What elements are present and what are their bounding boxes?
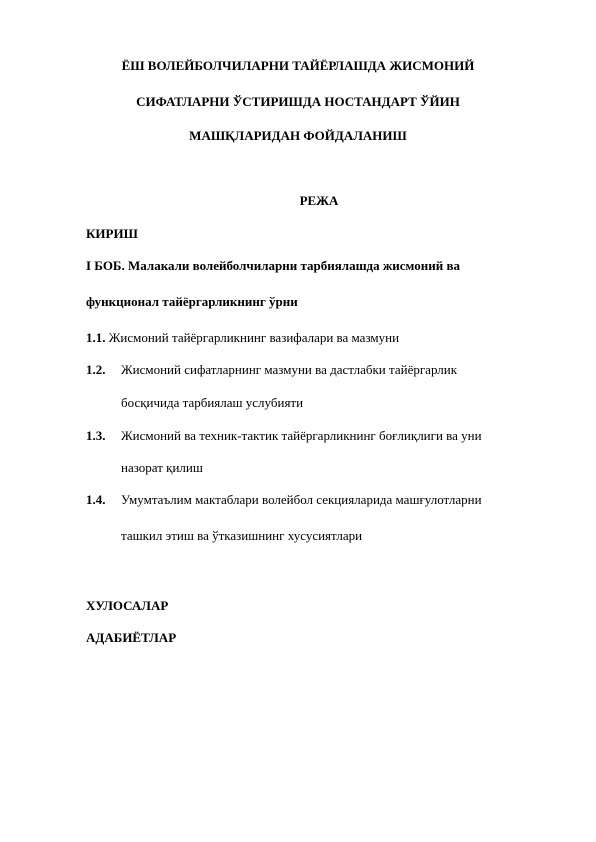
toc-item-text-line-1: Умумтаълим мактаблари волейбол секцияларида машғулотларни <box>121 492 482 507</box>
toc-item-1-1 <box>86 330 399 346</box>
intro-entry: КИРИШ <box>86 226 138 241</box>
title-line-2: СИФАТЛАРНИ ЎСТИРИШДА НОСТАНДАРТ ЎЙИН <box>136 94 460 109</box>
toc-item-text: Жисмоний тайёргарликнинг вазифалари ва мазмуни <box>105 330 400 345</box>
toc-item-number: 1.4. <box>86 492 106 507</box>
chapter-1-title-line-1: I БОБ. Малакали волейболчиларни тарбиялашда жисмоний ва <box>86 258 460 273</box>
references-entry: АДАБИЁТЛАР <box>86 630 177 645</box>
title-line-3: МАШҚЛАРИДАН ФОЙДАЛАНИШ <box>189 128 407 143</box>
title-line-1: ЁШ ВОЛЕЙБОЛЧИЛАРНИ ТАЙЁРЛАШДА ЖИСМОНИЙ <box>121 58 475 73</box>
toc-item-number: 1.3. <box>86 428 106 443</box>
toc-item-text-line-1: Жисмоний сифатларнинг мазмуни ва дастлабки тайёргарлик <box>121 362 458 377</box>
toc-item-text-line-2: ташкил этиш ва ўтказишнинг хусусиятлари <box>121 528 363 543</box>
toc-item-text-line-2: назорат қилиш <box>121 460 203 475</box>
plan-heading: РЕЖА <box>299 193 339 208</box>
chapter-1-title-line-2: функционал тайёргарликнинг ўрни <box>86 294 298 309</box>
toc-item-text-line-2: босқичида тарбиялаш услубияти <box>121 395 304 410</box>
toc-item-number: 1.1. <box>86 330 106 345</box>
toc-item-text-line-1: Жисмоний ва техник-тактик тайёргарликнинг боғлиқлиги ва уни <box>121 428 482 443</box>
conclusions-entry: ХУЛОСАЛАР <box>86 598 169 613</box>
toc-item-number: 1.2. <box>86 362 106 377</box>
